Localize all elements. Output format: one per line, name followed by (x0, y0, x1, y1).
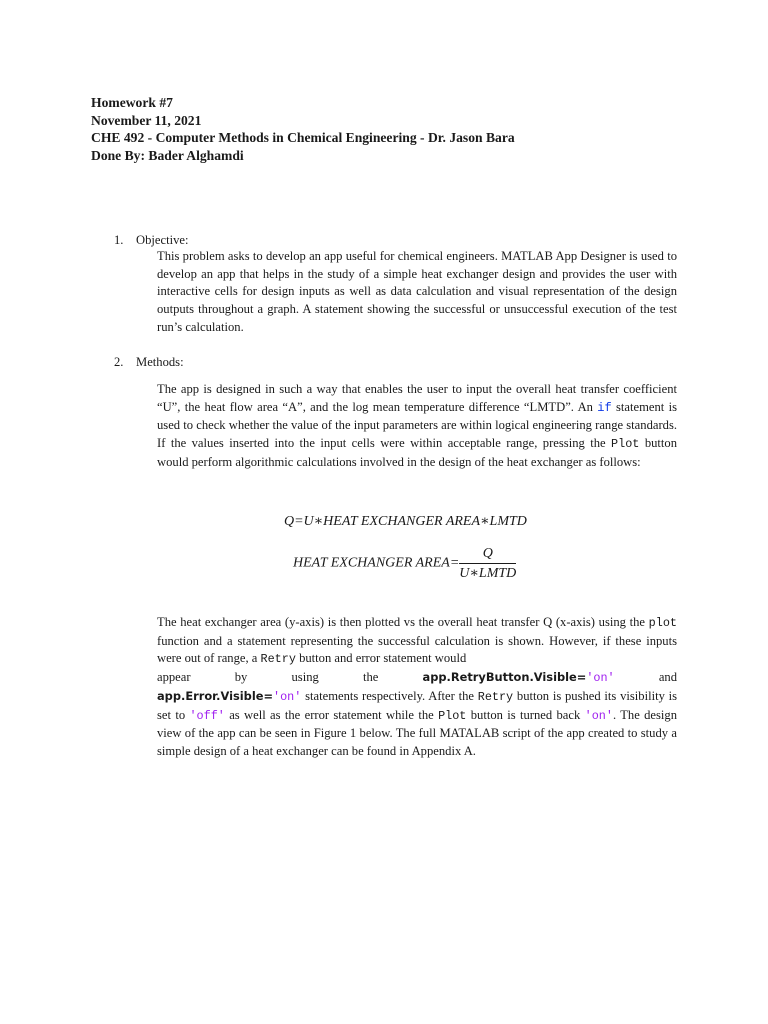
methods-text: button is turned back (470, 707, 581, 722)
homework-title: Homework #7 (91, 95, 173, 110)
methods-text: function and a statement representing the successful calculation is shown. However, if these inputs were out of range, a (157, 633, 677, 666)
methods-text: button and error statement would (299, 651, 467, 666)
retry-button-ref: Retry (260, 652, 296, 667)
word: and (658, 670, 677, 685)
section-objective-heading (114, 232, 188, 248)
date: November 11, 2021 (91, 112, 202, 128)
objective-paragraph (157, 248, 677, 337)
plot-button-ref: Plot (611, 437, 640, 452)
equation-area-lhs: HEAT EXCHANGER AREA= (293, 555, 460, 571)
on-string: 'on' (584, 708, 613, 723)
methods-text: button is pushed its visibility is set to (157, 688, 678, 722)
plot-function-ref: plot (648, 616, 677, 630)
section-title: Methods: (136, 355, 184, 369)
if-keyword: if (597, 400, 612, 415)
fraction-denominator: U∗LMTD (459, 566, 517, 581)
section-number: 1. (114, 233, 124, 247)
methods-text: The app is designed in such a way that enables the user to input the overall heat transfer coefficient “U”, the heat flow area “A”, and the log mean temperature difference “LMTD”. An (157, 382, 677, 414)
word: using (291, 670, 319, 685)
methods-text: statement is used to check whether the value of the input parameters are within logical engineering range standards. If the values inserted into the input cells were within acceptable range, pressing the (157, 399, 678, 451)
on-string: 'on' (586, 671, 615, 686)
section-methods-heading (114, 354, 184, 370)
equation-heat-duty: Q=U∗HEAT EXCHANGER AREA∗LMTD (284, 514, 527, 529)
author-line: Done By: Bader Alghamdi (91, 148, 244, 164)
section-title: Objective: (136, 233, 189, 247)
methods-text: The heat exchanger area (y-axis) is then plotted vs the overall heat transfer Q (x-axis) using the (157, 615, 645, 629)
fraction-numerator: Q (459, 545, 516, 564)
section-number: 2. (114, 355, 124, 369)
word: by (234, 670, 248, 685)
methods-paragraph-2 (157, 614, 677, 761)
objective-text: This problem asks to develop an app useful for chemical engineers. MATLAB App Designer is used to develop an app that helps in the study of a simple heat exchanger design and provides the user with interactive cells for design inputs as well as data calculation and visual representation of the design outputs throughout a graph. A statement showing the successful or unsuccessful execution of the test run’s calculation. (157, 249, 677, 334)
word: the (362, 670, 379, 685)
course-line: CHE 492 - Computer Methods in Chemical Engineering - Dr. Jason Bara (91, 130, 515, 146)
methods-paragraph-1 (157, 381, 677, 472)
methods-text: as well as the error statement while the (229, 707, 434, 722)
equation-fraction (459, 545, 516, 582)
methods-text: statements respectively. After the (305, 688, 474, 703)
document-header (91, 94, 515, 165)
methods-text: button would perform algorithmic calculations involved in the design of the heat exchanger as follows: (157, 436, 677, 469)
equation-area (293, 545, 516, 582)
retry-visible-code: app.RetryButton.Visible= (422, 670, 587, 685)
methods-text: . The design view of the app can be seen in Figure 1 below. The full MATALAB script of the app created to study a simple design of a heat exchanger can be found in Appendix A. (157, 707, 678, 758)
retry-button-ref: Retry (477, 689, 514, 704)
off-string: 'off' (189, 708, 225, 723)
word: appear (157, 670, 191, 685)
code-line (157, 669, 677, 688)
error-visible-code: app.Error.Visible= (157, 688, 274, 703)
on-string: 'on' (273, 689, 302, 704)
plot-button-ref: Plot (438, 708, 467, 723)
